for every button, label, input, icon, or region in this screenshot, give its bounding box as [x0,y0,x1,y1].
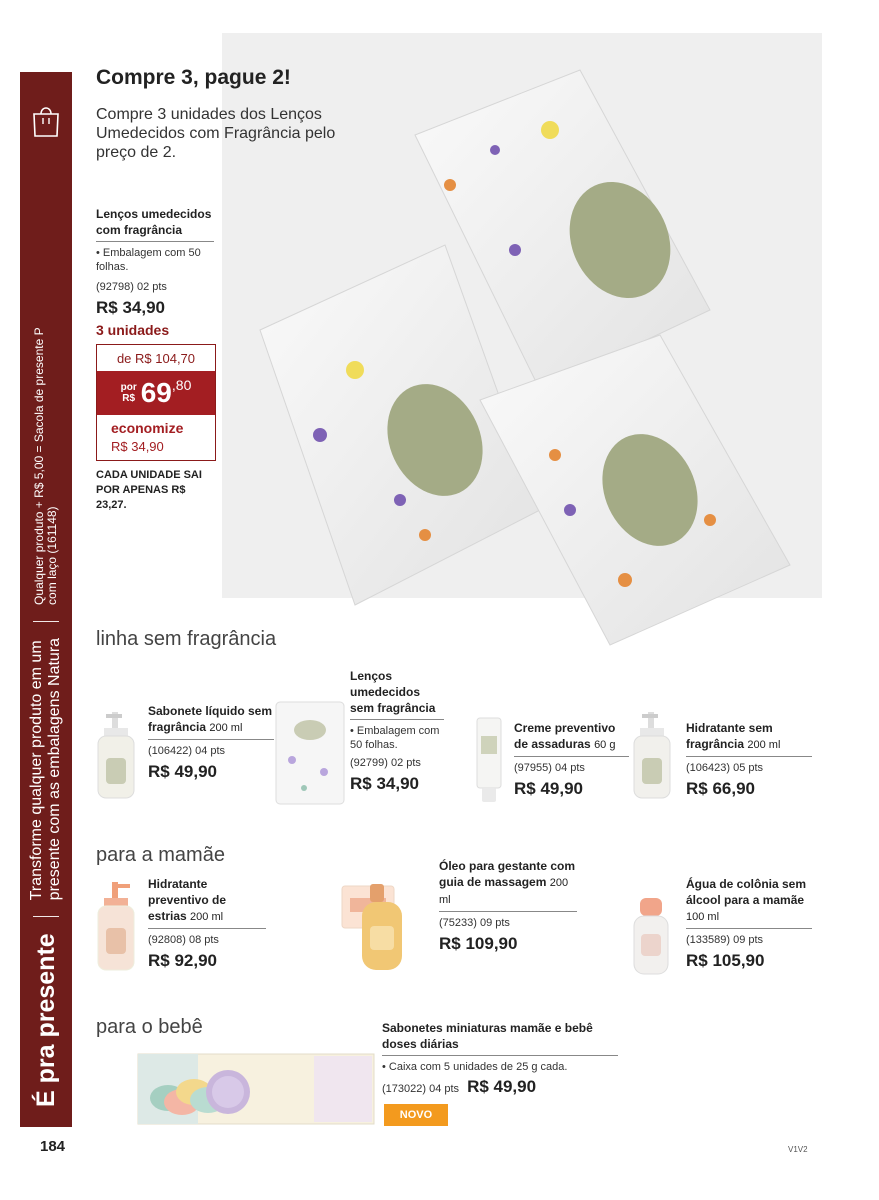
page-number: 184 [40,1138,66,1155]
product-code: (106422) 04 pts [148,745,226,757]
divider [148,928,266,929]
promo-description: Compre 3 unidades dos Lenços Umedecidos com Fragrância pelo preço de 2. [96,106,336,161]
product-detail: • Embalagem com 50 folhas. [350,725,440,751]
divider [686,928,812,929]
product-name: Creme preventivo de assaduras 60 g [514,721,616,751]
product-price: R$ 49,90 [148,762,217,781]
por-label: por R$ [120,382,137,404]
promo-headline: Compre 3, pague 2! [96,66,291,89]
savings-label: economize [111,420,184,436]
product-detail: • Embalagem com 50 folhas. [96,247,201,273]
product-code: (92808) 08 pts [148,934,219,946]
banner-title: É pra presente [31,933,60,1107]
product-code: (97955) 04 pts [514,762,585,774]
product-price: R$ 34,90 [350,774,419,793]
gift-banner [20,72,72,1127]
featured-product [96,206,214,513]
product-hidratante-sem [686,720,812,799]
divider [350,719,444,720]
oleo-bottle-image [336,878,414,974]
section-title-bebe: para o bebê [96,1016,203,1038]
lencos-sem-pack-image [272,700,348,808]
banner-divider [33,916,59,917]
product-name: Hidratante preventivo de estrias 200 ml [148,877,227,923]
section-title-mamae: para a mamãe [96,844,225,866]
banner-subtitle: Transforme qualquer produto em um presente com as embalagens Natura [28,637,63,901]
promo-price-dec: ,80 [171,377,192,393]
banner-text-row [20,72,72,1127]
sabonete-bottle-image [92,710,142,800]
banner-gift-offer: Qualquer produto + R$ 5,00 = Sacola de presente P com laço (161148) [32,327,59,605]
product-sabonete [148,703,274,782]
product-name: Sabonetes miniaturas mamãe e bebê doses diárias [382,1021,593,1051]
divider [148,739,274,740]
hidratante-sem-bottle-image [628,710,678,800]
product-price: R$ 66,90 [686,779,755,798]
product-code: (106423) 05 pts [686,762,764,774]
section-title-sem-fragrancia: linha sem fragrância [96,628,277,650]
promo-price-int: 69 [140,377,172,408]
new-badge: NOVO [384,1104,448,1126]
product-price: R$ 34,90 [96,298,165,317]
divider [96,241,214,242]
divider [439,911,577,912]
product-estrias [148,876,266,971]
product-price: R$ 92,90 [148,951,217,970]
product-price: R$ 105,90 [686,951,765,970]
creme-tube-image [472,716,506,804]
product-lencos-sem [350,668,444,794]
product-name: Lenços umedecidos com fragrância [96,207,212,237]
product-name: Óleo para gestante com guia de massagem 200 ml [439,859,576,906]
product-creme [514,720,629,799]
product-price: R$ 49,90 [514,779,583,798]
product-price: R$ 109,90 [439,934,518,953]
product-code: (75233) 09 pts [439,917,510,929]
divider [382,1055,618,1056]
miniaturas-box-image [136,1052,376,1126]
footer-code: V1V2 [788,1145,808,1154]
units-label: 3 unidades [96,322,170,338]
estrias-bottle-image [92,880,142,972]
product-name: Lenços umedecidos sem fragrância [350,669,436,715]
savings-value: R$ 34,90 [111,439,164,454]
agua-colonia-bottle-image [630,896,672,976]
product-name: Sabonete líquido sem fragrância 200 ml [148,704,273,734]
product-miniaturas [382,1020,618,1097]
price-row [382,1077,618,1097]
unit-price-note: CADA UNIDADE SAI POR APENAS R$ 23,27. [96,469,202,511]
product-code: (92798) 02 pts [96,281,167,293]
product-code: (173022) 04 pts [382,1083,460,1095]
product-name: Hidratante sem fragrância 200 ml [686,721,781,751]
original-price: de R$ 104,70 [116,351,196,366]
product-detail: • Caixa com 5 unidades de 25 g cada. [382,1061,568,1073]
product-code: (92799) 02 pts [350,757,421,769]
promo-price-box [96,344,216,461]
product-oleo [439,858,577,954]
promo-price [97,371,215,415]
divider [686,756,812,757]
product-code: (133589) 09 pts [686,934,764,946]
divider [514,756,629,757]
product-price: R$ 49,90 [467,1077,537,1096]
product-agua-colonia [686,876,812,971]
product-name: Água de colônia sem álcool para a mamãe 100 ml [686,877,807,923]
banner-divider [33,621,59,622]
